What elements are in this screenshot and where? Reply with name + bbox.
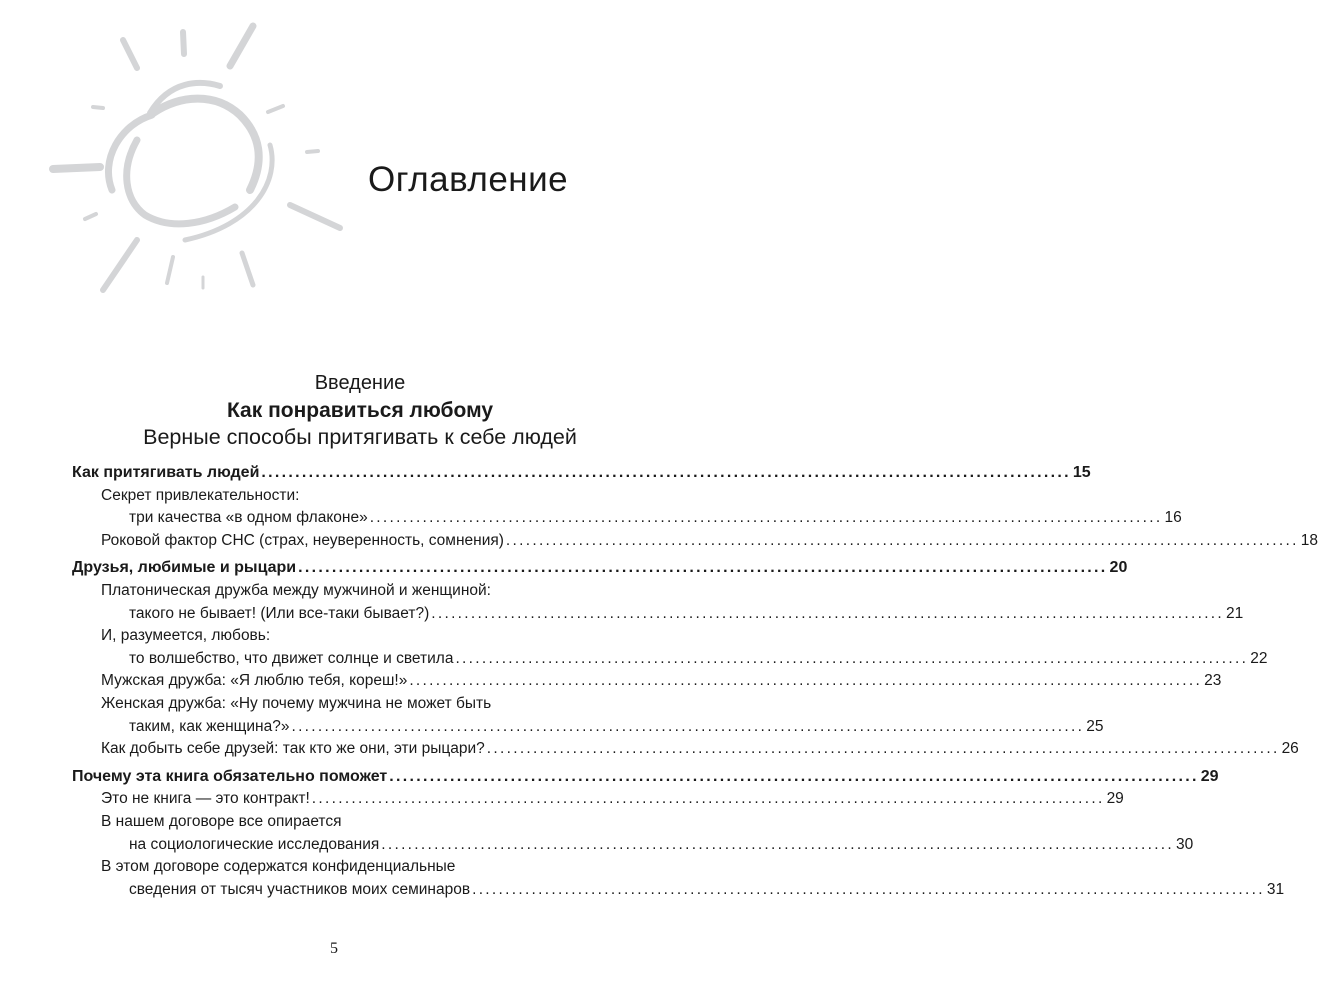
entry-title: Секрет привлекательности:	[101, 486, 300, 504]
entry-title: на социологические исследования	[129, 835, 380, 853]
dot-leader: ........................................................................................................................	[261, 464, 1071, 481]
toc-subsection-entry[interactable]	[72, 530, 1318, 553]
entry-title: такого не бывает! (Или все-таки бывает?)	[129, 604, 430, 622]
toc-subsection-entry	[72, 580, 566, 603]
entry-page-number: 16	[1164, 509, 1182, 527]
toc-chapter-entry[interactable]	[72, 557, 1128, 580]
dot-leader: ........................................................................................................................	[409, 672, 1203, 690]
intro-subtitle: Верные способы притягивать к себе людей	[143, 425, 577, 449]
entry-title: таким, как женщина?»	[129, 717, 290, 735]
toc-subsection-entry	[72, 485, 566, 508]
entry-title: Друзья, любимые и рыцари	[72, 559, 297, 577]
entry-title: И, разумеется, любовь:	[101, 627, 271, 645]
toc-chapter-entry[interactable]	[72, 766, 1219, 789]
entry-page-number: 30	[1176, 835, 1194, 853]
entry-title: то волшебство, что движет солнце и светила	[129, 649, 454, 667]
toc-subsection-entry[interactable]	[72, 716, 1104, 739]
toc-subsection-entry[interactable]	[72, 648, 1268, 671]
dot-leader: ........................................................................................................................	[298, 559, 1108, 577]
entry-title: Почему эта книга обязательно поможет	[72, 767, 388, 785]
toc-subsection-entry	[72, 693, 566, 716]
dot-leader: ........................................................................................................................	[486, 740, 1280, 758]
toc-section	[72, 766, 1285, 902]
entry-title: Как добыть себе друзей: так кто же они, эти рыцари?	[101, 740, 485, 758]
dot-leader: ........................................................................................................................	[472, 880, 1265, 898]
entry-page-number: 22	[1250, 649, 1268, 667]
entry-title: три качества «в одном флаконе»	[129, 509, 368, 527]
dot-leader: ........................................................................................................................	[389, 767, 1199, 785]
entry-title: В этом договоре содержатся конфиденциальные	[101, 858, 456, 876]
toc-subsection-entry	[72, 856, 566, 879]
page-number: 5	[330, 940, 338, 957]
intro-heading: Как понравиться любому	[226, 399, 494, 422]
toc-subsection-entry[interactable]	[72, 507, 1182, 530]
toc-subsection-entry	[72, 811, 566, 834]
dot-leader: ........................................................................................................................	[455, 649, 1249, 667]
toc-subsection-entry[interactable]	[72, 879, 1285, 902]
entry-title: сведения от тысяч участников моих семинаров	[129, 880, 471, 898]
entry-page-number: 18	[1300, 531, 1318, 549]
entry-title: Женская дружба: «Ну почему мужчина не может быть	[101, 694, 492, 712]
table-of-contents	[72, 462, 1318, 906]
entry-page-number: 20	[1109, 559, 1128, 577]
introduction-block	[60, 370, 660, 451]
entry-page-number: 25	[1086, 717, 1104, 735]
entry-page-number: 21	[1226, 604, 1244, 622]
page-title: Оглавление	[368, 160, 569, 199]
entry-title: Платоническая дружба между мужчиной и женщиной:	[101, 581, 491, 599]
dot-leader: ........................................................................................................................	[311, 790, 1105, 808]
toc-subsection-entry[interactable]	[72, 603, 1244, 626]
entry-title: Роковой фактор СНС (страх, неуверенность, сомнения)	[101, 531, 504, 549]
entry-title: В нашем договоре все опирается	[101, 812, 342, 830]
entry-page-number: 31	[1266, 880, 1285, 898]
entry-title: Как притягивать людей	[72, 464, 260, 481]
dot-leader: ........................................................................................................................	[431, 604, 1225, 622]
toc-subsection-entry[interactable]	[72, 670, 1222, 693]
toc-chapter-entry[interactable]	[72, 462, 1091, 485]
entry-page-number: 26	[1281, 740, 1299, 758]
sun-illustration	[40, 0, 360, 340]
entry-page-number: 23	[1204, 672, 1222, 690]
entry-page-number: 29	[1106, 790, 1124, 808]
entry-title: Это не книга — это контракт!	[101, 790, 310, 808]
toc-subsection-entry[interactable]	[72, 834, 1194, 857]
entry-title: Мужская дружба: «Я люблю тебя, кореш!»	[101, 672, 408, 690]
toc-subsection-entry[interactable]	[72, 738, 1299, 761]
dot-leader: ........................................................................................................................	[505, 531, 1299, 549]
toc-subsection-entry[interactable]	[72, 788, 1124, 811]
toc-subsection-entry	[72, 625, 566, 648]
intro-label: Введение	[314, 372, 406, 394]
dot-leader: ........................................................................................................................	[369, 509, 1163, 527]
dot-leader: ........................................................................................................................	[381, 835, 1175, 853]
toc-section	[72, 462, 1318, 552]
toc-section	[72, 557, 1299, 760]
entry-page-number: 15	[1072, 464, 1091, 481]
entry-page-number: 29	[1200, 767, 1219, 785]
dot-leader: ........................................................................................................................	[291, 717, 1085, 735]
